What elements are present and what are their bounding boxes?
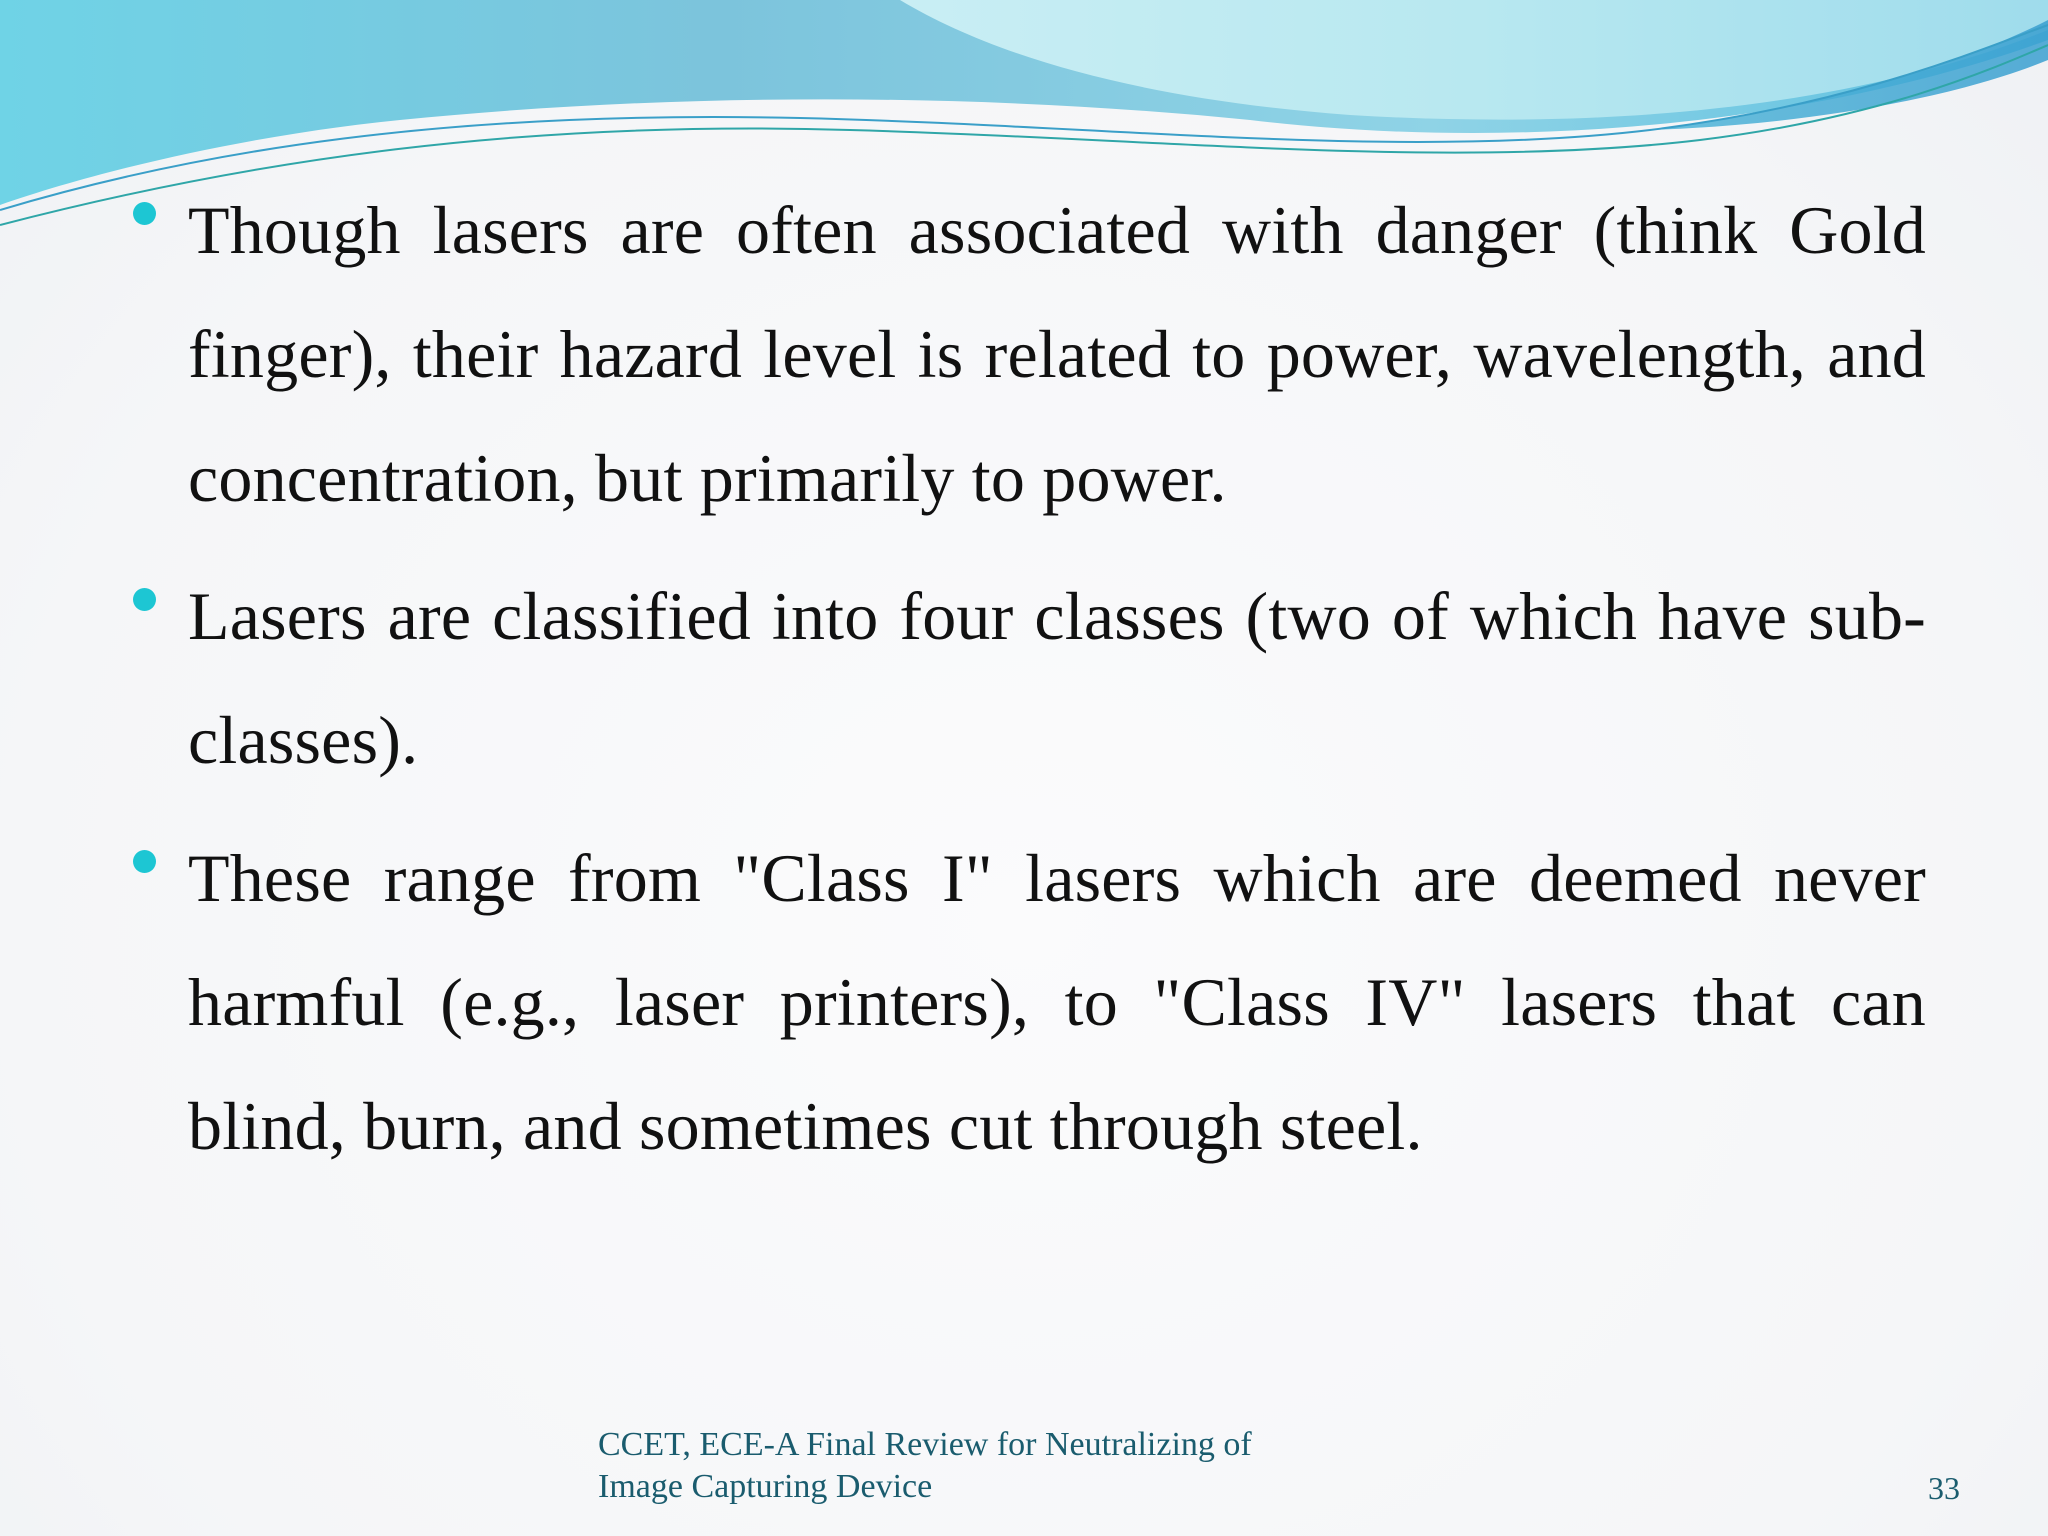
bullet-icon <box>133 202 156 225</box>
bullet-text: Though lasers are often associated with danger (think Gold finger), their hazard level is related to power, wavelength, and concentration, but primarily to power. <box>188 192 1926 516</box>
bullet-item-1 <box>130 168 1926 540</box>
bullet-text: These range from "Class I" lasers which are deemed never harmful (e.g., laser printers), to "Class IV" lasers that can blind, burn, and sometimes cut through steel. <box>188 840 1926 1164</box>
footer-line-1: CCET, ECE-A Final Review for Neutralizing of <box>598 1426 1252 1463</box>
bullet-list <box>130 168 1926 1202</box>
page-number: 33 <box>1928 1470 1960 1506</box>
bullet-item-3 <box>130 816 1926 1188</box>
footer-line-2: Image Capturing Device <box>598 1468 933 1505</box>
bullet-text: Lasers are classified into four classes (two of which have sub-classes). <box>188 578 1926 778</box>
bullet-icon <box>133 850 156 873</box>
footer-text <box>598 1424 1358 1508</box>
bullet-item-2 <box>130 554 1926 802</box>
bullet-icon <box>133 588 156 611</box>
